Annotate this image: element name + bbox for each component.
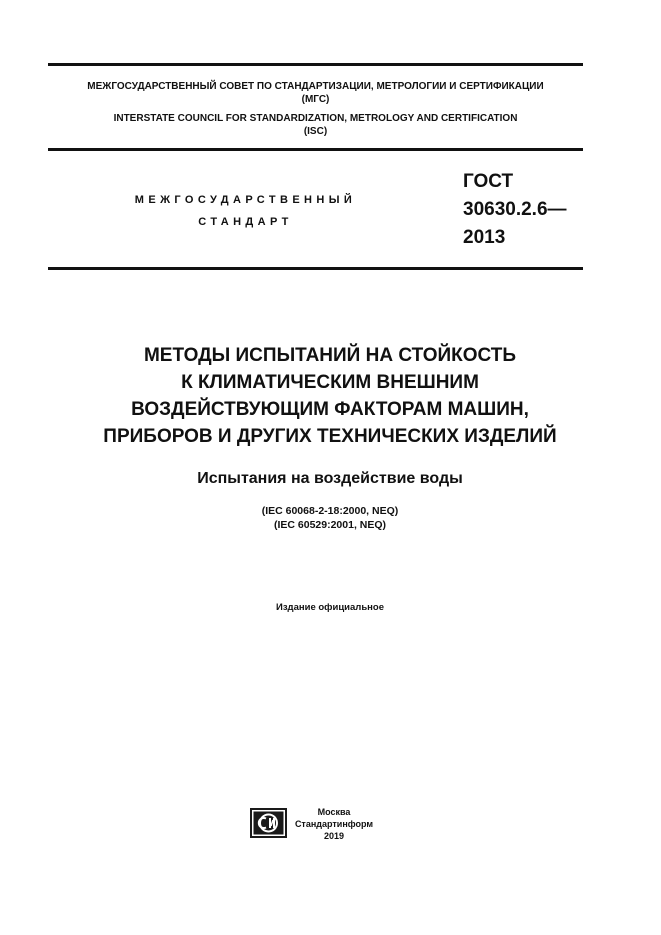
title-line: ПРИБОРОВ И ДРУГИХ ТЕХНИЧЕСКИХ ИЗДЕЛИЙ <box>103 426 557 447</box>
title-line: ВОЗДЕЙСТВУЮЩИМ ФАКТОРАМ МАШИН, <box>131 399 529 420</box>
publisher-block <box>294 806 374 842</box>
standard-references <box>20 504 640 532</box>
edition-label: Издание официальное <box>276 602 384 613</box>
standard-type <box>48 189 443 233</box>
publisher-city: Москва <box>317 807 351 817</box>
standard-type-line2: СТАНДАРТ <box>198 216 293 228</box>
council-abbr-en: (ISC) <box>303 126 328 137</box>
council-abbr-ru: (МГС) <box>301 94 330 105</box>
document-subtitle: Испытания на воздействие воды <box>197 470 463 487</box>
council-block-en <box>48 112 583 138</box>
title-line: МЕТОДЫ ИСПЫТАНИЙ НА СТОЙКОСТЬ <box>143 345 517 366</box>
top-rule <box>48 63 583 66</box>
council-rule <box>48 148 583 151</box>
document-title <box>20 342 640 450</box>
gost-number: 30630.2.6— <box>463 199 567 220</box>
council-name-en: INTERSTATE COUNCIL FOR STANDARDIZATION, METROLOGY AND CERTIFICATION <box>113 113 518 124</box>
publisher-name: Стандартинформ <box>294 819 374 829</box>
reference-line: (IEC 60068-2-18:2000, NEQ) <box>261 505 399 517</box>
title-line: К КЛИМАТИЧЕСКИМ ВНЕШНИМ <box>181 372 479 393</box>
council-name-ru: МЕЖГОСУДАРСТВЕННЫЙ СОВЕТ ПО СТАНДАРТИЗАЦИИ, МЕТРОЛОГИИ И СЕРТИФИКАЦИИ <box>87 81 544 92</box>
reference-line: (IEC 60529:2001, NEQ) <box>273 519 387 531</box>
header-rule <box>48 267 583 270</box>
standartinform-logo-icon <box>250 808 287 838</box>
council-block <box>48 80 583 106</box>
gost-year: 2013 <box>463 227 506 248</box>
publisher-year: 2019 <box>323 831 345 841</box>
gost-designation <box>463 168 567 252</box>
gost-prefix: ГОСТ <box>463 171 514 192</box>
standard-type-line1: МЕЖГОСУДАРСТВЕННЫЙ <box>134 194 357 206</box>
